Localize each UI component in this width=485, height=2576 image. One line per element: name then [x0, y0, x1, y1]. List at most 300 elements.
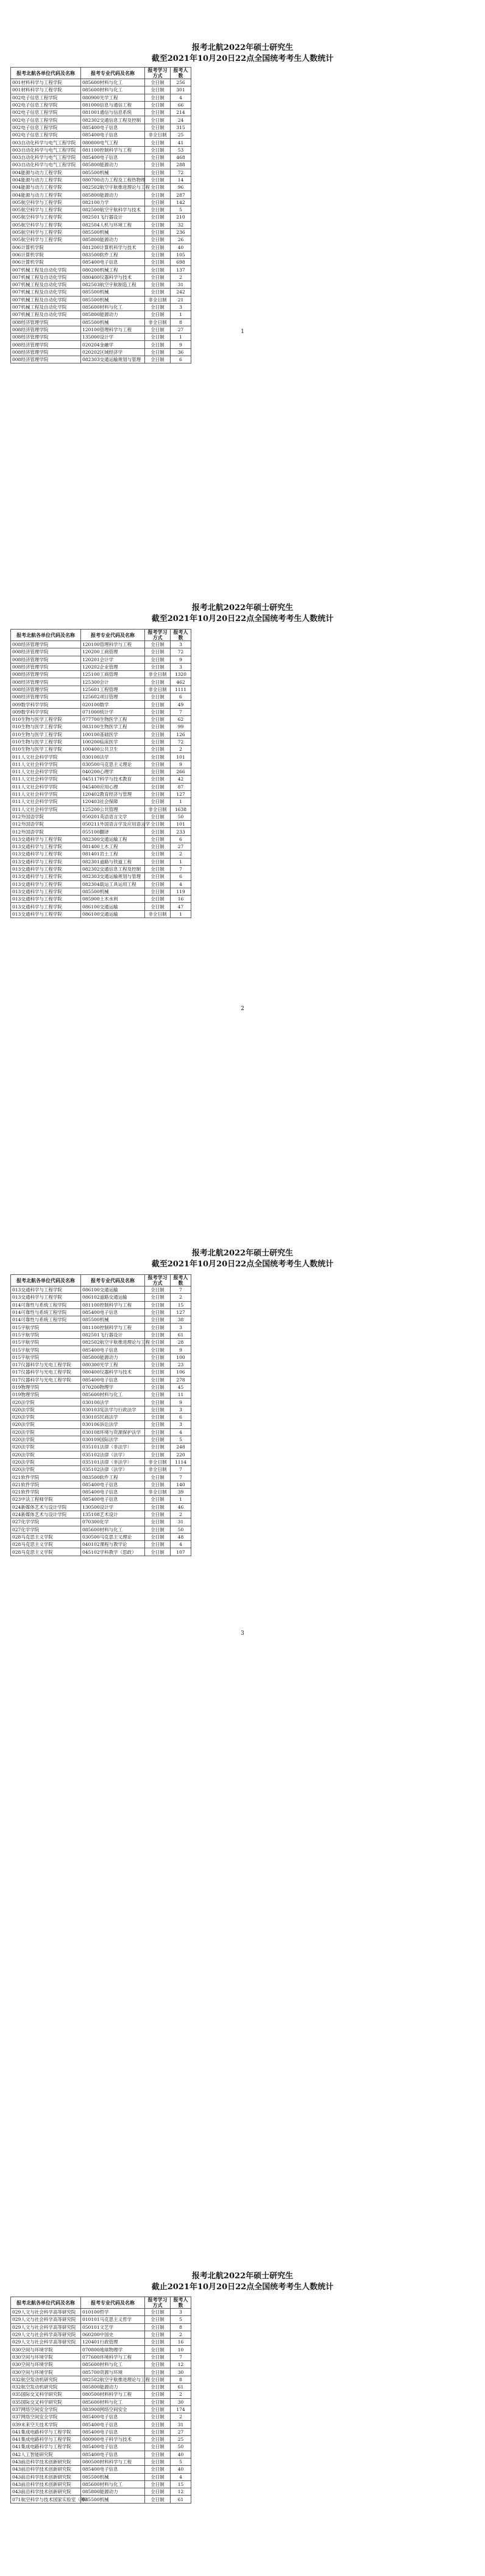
count-cell: 288	[171, 161, 191, 169]
mode-cell: 全日制	[145, 776, 171, 783]
table-row	[11, 1451, 191, 1458]
table-row	[11, 176, 191, 183]
major-cell: 030106诉讼法学	[81, 1421, 145, 1428]
table-row	[11, 1353, 191, 1361]
unit-cell: 003自动化科学与电气工程学院	[11, 161, 81, 169]
header-count: 报考人数	[171, 68, 191, 79]
table-row	[11, 1346, 191, 1353]
major-cell: 086100交通运输	[81, 1286, 145, 1294]
count-cell: 1114	[171, 1458, 191, 1465]
count-cell: 698	[171, 259, 191, 266]
unit-cell: 020法学院	[11, 1444, 81, 1451]
major-cell: 080500材料科学与工程	[81, 2458, 145, 2465]
unit-cell: 011人文社会科学学院	[11, 760, 81, 768]
major-cell: 082502航空宇航推进理论与工程	[81, 184, 145, 191]
count-cell: 40	[171, 2466, 191, 2473]
unit-cell: 029人文与社会科学高等研究院	[11, 2331, 81, 2338]
table-row	[11, 1399, 191, 1406]
mode-cell: 全日制	[145, 888, 171, 895]
major-cell: 085600材料与化工	[81, 1391, 145, 1399]
table-row	[11, 821, 191, 828]
unit-cell: 024新媒体艺术与设计学院	[11, 1503, 81, 1511]
major-cell: 030105民商法学	[81, 1414, 145, 1421]
major-cell: 135000设计学	[81, 334, 145, 341]
major-cell: 030100法学	[81, 753, 145, 760]
unit-cell: 005航空科学与工程学院	[11, 221, 81, 228]
major-cell: 085600材料与化工	[81, 2480, 145, 2488]
table-row	[11, 2368, 191, 2376]
table-row	[11, 139, 191, 146]
unit-cell: 020法学院	[11, 1414, 81, 1421]
table-row	[11, 1301, 191, 1308]
table-row	[11, 1526, 191, 1533]
mode-cell: 全日制	[145, 221, 171, 228]
mode-cell: 全日制	[145, 790, 171, 798]
unit-cell: 028马克思主义学院	[11, 1541, 81, 1548]
table-row	[11, 124, 191, 131]
major-cell: 082300交通运输工程	[81, 835, 145, 843]
unit-cell: 008经济管理学院	[11, 671, 81, 678]
mode-cell: 全日制	[145, 1511, 171, 1518]
mode-cell: 全日制	[145, 228, 171, 236]
unit-cell: 019物理学院	[11, 1383, 81, 1391]
mode-cell: 全日制	[145, 1436, 171, 1443]
header-count: 报考人数	[171, 630, 191, 641]
count-cell: 2	[171, 273, 191, 281]
table-row	[11, 1308, 191, 1316]
mode-cell: 全日制	[145, 326, 171, 333]
mode-cell: 全日制	[145, 169, 171, 176]
unit-cell: 004能源与动力工程学院	[11, 169, 81, 176]
mode-cell: 全日制	[145, 693, 171, 701]
mode-cell: 全日制	[145, 176, 171, 183]
mode-cell: 全日制	[145, 1383, 171, 1391]
count-cell: 4	[171, 94, 191, 101]
count-cell: 87	[171, 783, 191, 790]
unit-cell: 007机械工程及自动化学院	[11, 311, 81, 318]
mode-cell: 全日制	[145, 2480, 171, 2488]
major-cell: 100100基础医学	[81, 731, 145, 738]
table-row	[11, 2443, 191, 2451]
table-row	[11, 858, 191, 865]
mode-cell: 全日制	[145, 798, 171, 805]
table-row	[11, 244, 191, 251]
table-row	[11, 813, 191, 820]
count-cell: 49	[171, 701, 191, 708]
major-cell: 120100管理科学与工程	[81, 326, 145, 333]
table-row	[11, 2473, 191, 2480]
mode-cell: 全日制	[145, 251, 171, 258]
mode-cell: 全日制	[145, 738, 171, 745]
stats-table-2	[10, 629, 191, 918]
table-row	[11, 2496, 191, 2503]
header-major: 报考专业代码及名称	[81, 1275, 145, 1286]
count-cell: 14	[171, 176, 191, 183]
mode-cell: 全日制	[145, 2428, 171, 2435]
major-cell: 085400电子信息	[81, 259, 145, 266]
header-major: 报考专业代码及名称	[81, 630, 145, 641]
count-cell: 6	[171, 835, 191, 843]
unit-cell: 020法学院	[11, 1399, 81, 1406]
major-cell: 045117科学与技术教育	[81, 776, 145, 783]
mode-cell: 全日制	[145, 1414, 171, 1421]
mode-cell: 全日制	[145, 2488, 171, 2496]
count-cell: 9	[171, 1399, 191, 1406]
major-cell: 085500机械	[81, 169, 145, 176]
mode-cell: 全日制	[145, 2436, 171, 2443]
table-row	[11, 251, 191, 258]
unit-cell: 027化学学院	[11, 1518, 81, 1526]
table-row	[11, 708, 191, 715]
mode-cell: 全日制	[145, 184, 171, 191]
major-cell: 125602项目管理	[81, 693, 145, 701]
mode-cell: 全日制	[145, 109, 171, 116]
unit-cell: 024新媒体艺术与设计学院	[11, 1511, 81, 1518]
unit-cell: 013交通科学与工程学院	[11, 1294, 81, 1301]
mode-cell: 全日制	[145, 1548, 171, 1556]
mode-cell: 全日制	[145, 116, 171, 124]
unit-cell: 011人文社会科学学院	[11, 776, 81, 783]
table-row	[11, 2361, 191, 2368]
page-subtitle: 截至2021年10月20日22点全国统考考生人数统计	[151, 54, 334, 63]
table-row	[11, 753, 191, 760]
table-row	[11, 1436, 191, 1443]
unit-cell: 020法学院	[11, 1466, 81, 1473]
mode-cell: 非全日制	[145, 318, 171, 326]
count-cell: 27	[171, 2428, 191, 2435]
count-cell: 140	[171, 1481, 191, 1488]
count-cell: 11	[171, 1391, 191, 1399]
major-cell: 081100控制科学与工程	[81, 1301, 145, 1308]
table-row	[11, 880, 191, 888]
table-row	[11, 2480, 191, 2488]
count-cell: 1320	[171, 671, 191, 678]
mode-cell: 全日制	[145, 198, 171, 206]
major-cell: 035102法律（法学）	[81, 1451, 145, 1458]
count-cell: 126	[171, 731, 191, 738]
mode-cell: 全日制	[145, 1376, 171, 1383]
major-cell: 082302交通信息工程及控制	[81, 116, 145, 124]
count-cell: 142	[171, 198, 191, 206]
count-cell: 25	[171, 132, 191, 139]
unit-cell: 010生物与医学工程学院	[11, 715, 81, 723]
count-cell: 72	[171, 648, 191, 656]
mode-cell: 全日制	[145, 2466, 171, 2473]
page-subtitle: 截至2021年10月20日22点全国统考考生人数统计	[151, 614, 334, 623]
mode-cell: 全日制	[145, 161, 171, 169]
count-cell: 7	[171, 1466, 191, 1473]
major-cell: 085500机械	[81, 318, 145, 326]
unit-cell: 014可靠性与系统工程学院	[11, 1308, 81, 1316]
header-unit: 报考北航各单位代码及名称	[11, 630, 81, 641]
unit-cell: 005航空科学与工程学院	[11, 206, 81, 214]
table-row	[11, 109, 191, 116]
unit-cell: 008经济管理学院	[11, 686, 81, 693]
table-row	[11, 835, 191, 843]
mode-cell: 全日制	[145, 2391, 171, 2398]
unit-cell: 007机械工程及自动化学院	[11, 289, 81, 296]
header-count: 报考人数	[171, 2297, 191, 2309]
major-cell: 080400仪器科学与技术	[81, 1369, 145, 1376]
major-cell: 082303交通运输规划与管理	[81, 873, 145, 880]
mode-cell: 全日制	[145, 865, 171, 872]
unit-cell: 042人工智能研究院	[11, 2451, 81, 2458]
major-cell: 070200物理学	[81, 1383, 145, 1391]
table-row	[11, 1316, 191, 1324]
table-row	[11, 896, 191, 903]
table-row	[11, 1533, 191, 1540]
mode-cell: 全日制	[145, 1308, 171, 1316]
mode-cell: 全日制	[145, 2398, 171, 2406]
unit-cell: 020法学院	[11, 1436, 81, 1443]
major-cell: 077600环境科学与工程	[81, 2353, 145, 2360]
mode-cell: 全日制	[145, 708, 171, 715]
count-cell: 15	[171, 2480, 191, 2488]
count-cell: 15	[171, 1301, 191, 1308]
count-cell: 27	[171, 326, 191, 333]
page-subtitle: 截止2021年10月20日22点全国统考考生人数统计	[151, 2283, 334, 2292]
count-cell: 1111	[171, 686, 191, 693]
mode-cell: 全日制	[145, 146, 171, 153]
mode-cell: 全日制	[145, 2339, 171, 2346]
table-row	[11, 1369, 191, 1376]
unit-cell: 007机械工程及自动化学院	[11, 296, 81, 303]
major-cell: 085800能源动力	[81, 2383, 145, 2390]
mode-cell: 全日制	[145, 2368, 171, 2376]
mode-cell: 全日制	[145, 244, 171, 251]
mode-cell: 全日制	[145, 2473, 171, 2480]
count-cell: 248	[171, 1444, 191, 1451]
table-row	[11, 1496, 191, 1503]
page-subtitle: 截至2021年10月20日22点全国统考考生人数统计	[151, 1260, 334, 1269]
mode-cell: 全日制	[145, 2346, 171, 2353]
count-cell: 1	[171, 858, 191, 865]
major-cell: 030500马克思主义理论	[81, 1533, 145, 1540]
table-row	[11, 2406, 191, 2413]
table-row	[11, 191, 191, 198]
count-cell: 16	[171, 896, 191, 903]
table-row	[11, 1331, 191, 1338]
mode-cell: 全日制	[145, 266, 171, 273]
count-cell: 4	[171, 1541, 191, 1548]
count-cell: 3	[171, 1421, 191, 1428]
mode-cell: 全日制	[145, 723, 171, 731]
unit-cell: 011人文社会科学学院	[11, 805, 81, 813]
major-cell: 040102课程与教学论	[81, 1541, 145, 1548]
major-cell: 081000信息与通信工程	[81, 101, 145, 108]
table-row	[11, 101, 191, 108]
mode-cell: 全日制	[145, 1353, 171, 1361]
major-cell: 082502航空宇航推进理论与工程	[81, 1339, 145, 1346]
count-cell: 40	[171, 2451, 191, 2458]
count-cell: 4	[171, 2473, 191, 2480]
unit-cell: 008经济管理学院	[11, 326, 81, 333]
unit-cell: 010生物与医学工程学院	[11, 723, 81, 731]
mode-cell: 全日制	[145, 281, 171, 289]
mode-cell: 全日制	[145, 1286, 171, 1294]
major-cell: 085400电子信息	[81, 153, 145, 161]
major-cell: 010100哲学	[81, 2309, 145, 2316]
table-row	[11, 2391, 191, 2398]
count-cell: 41	[171, 139, 191, 146]
table-row	[11, 746, 191, 753]
unit-cell: 028马克思主义学院	[11, 1533, 81, 1540]
unit-cell: 008经济管理学院	[11, 693, 81, 701]
count-cell: 2	[171, 746, 191, 753]
unit-cell: 013交通科学与工程学院	[11, 1286, 81, 1294]
unit-cell: 008经济管理学院	[11, 348, 81, 356]
table-row	[11, 273, 191, 281]
count-cell: 50	[171, 1526, 191, 1533]
unit-cell: 004能源与动力工程学院	[11, 191, 81, 198]
count-cell: 137	[171, 266, 191, 273]
unit-cell: 041集成电路科学与工程学院	[11, 2443, 81, 2451]
count-cell: 101	[171, 753, 191, 760]
major-cell: 082503航空宇航制造工程	[81, 281, 145, 289]
mode-cell: 全日制	[145, 813, 171, 820]
mode-cell: 非全日制	[145, 1489, 171, 1496]
major-cell: 086102道路交通运输	[81, 1294, 145, 1301]
unit-cell: 029人文与社会科学高等研究院	[11, 2339, 81, 2346]
unit-cell: 019物理学院	[11, 1391, 81, 1399]
count-cell: 61	[171, 1331, 191, 1338]
table-row	[11, 146, 191, 153]
unit-cell: 071航空科学与技术国家实验室（筹）	[11, 2496, 81, 2503]
mode-cell: 全日制	[145, 1294, 171, 1301]
mode-cell: 全日制	[145, 1496, 171, 1503]
count-cell: 16	[171, 2339, 191, 2346]
major-cell: 060200中国史	[81, 2331, 145, 2338]
mode-cell: 非全日制	[145, 671, 171, 678]
table-row	[11, 2451, 191, 2458]
count-cell: 233	[171, 828, 191, 835]
unit-cell: 032航空发动机研究院	[11, 2383, 81, 2390]
unit-cell: 041集成电路科学与工程学院	[11, 2436, 81, 2443]
count-cell: 8	[171, 2376, 191, 2383]
count-cell: 107	[171, 1548, 191, 1556]
table-row	[11, 1339, 191, 1346]
count-cell: 46	[171, 1503, 191, 1511]
count-cell: 42	[171, 776, 191, 783]
table-row	[11, 1511, 191, 1518]
mode-cell: 全日制	[145, 663, 171, 670]
major-cell: 085400电子信息	[81, 2413, 145, 2421]
major-cell: 083500软件工程	[81, 251, 145, 258]
major-cell: 120200工商管理	[81, 648, 145, 656]
count-cell: 31	[171, 1518, 191, 1526]
table-row	[11, 2346, 191, 2353]
mode-cell: 全日制	[145, 873, 171, 880]
unit-cell: 037网络空间安全学院	[11, 2406, 81, 2413]
table-row	[11, 348, 191, 356]
table-row	[11, 86, 191, 94]
page-1	[0, 43, 485, 65]
table-row	[11, 132, 191, 139]
unit-cell: 013交通科学与工程学院	[11, 888, 81, 895]
table-row	[11, 2436, 191, 2443]
major-cell: 081001通信与信息系统	[81, 109, 145, 116]
table-row	[11, 2466, 191, 2473]
count-cell: 214	[171, 109, 191, 116]
count-cell: 220	[171, 1451, 191, 1458]
unit-cell: 001材料科学与工程学院	[11, 86, 81, 94]
major-cell: 085800能源动力	[81, 191, 145, 198]
count-cell: 4	[171, 1428, 191, 1436]
table-row	[11, 2398, 191, 2406]
table-row	[11, 2488, 191, 2496]
major-cell: 085400电子信息	[81, 1496, 145, 1503]
count-cell: 38	[171, 1316, 191, 1324]
unit-cell: 020法学院	[11, 1428, 81, 1436]
mode-cell: 全日制	[145, 2451, 171, 2458]
mode-cell: 全日制	[145, 303, 171, 311]
mode-cell: 非全日制	[145, 686, 171, 693]
stats-table-4	[10, 2297, 191, 2504]
mode-cell: 全日制	[145, 2458, 171, 2465]
mode-cell: 全日制	[145, 1339, 171, 1346]
unit-cell: 020法学院	[11, 1451, 81, 1458]
count-cell: 1	[171, 798, 191, 805]
unit-cell: 004能源与动力工程学院	[11, 184, 81, 191]
major-cell: 081400土木工程	[81, 843, 145, 851]
unit-cell: 006计算机学院	[11, 244, 81, 251]
unit-cell: 002电子信息工程学院	[11, 109, 81, 116]
table-row	[11, 1361, 191, 1368]
header-count: 报考人数	[171, 1275, 191, 1286]
mode-cell: 全日制	[145, 828, 171, 835]
major-cell: 030103宪法学与行政法学	[81, 1406, 145, 1413]
mode-cell: 全日制	[145, 1316, 171, 1324]
mode-cell: 全日制	[145, 2413, 171, 2421]
mode-cell: 非全日制	[145, 1466, 171, 1473]
count-cell: 2	[171, 851, 191, 858]
table-row	[11, 2323, 191, 2331]
table-row	[11, 198, 191, 206]
mode-cell: 全日制	[145, 206, 171, 214]
major-cell: 120402教育经济与管理	[81, 790, 145, 798]
table-row	[11, 2428, 191, 2435]
table-row	[11, 865, 191, 872]
unit-cell: 010生物与医学工程学院	[11, 731, 81, 738]
table-row	[11, 2421, 191, 2428]
table-row	[11, 1421, 191, 1428]
major-cell: 020100数学	[81, 701, 145, 708]
table-row	[11, 693, 191, 701]
major-cell: 085800能源动力	[81, 2488, 145, 2496]
mode-cell: 全日制	[145, 701, 171, 708]
table-row	[11, 341, 191, 348]
table-row	[11, 798, 191, 805]
major-cell: 085800能源动力	[81, 311, 145, 318]
count-cell: 12	[171, 2488, 191, 2496]
major-cell: 055100翻译	[81, 828, 145, 835]
unit-cell: 021软件学院	[11, 1481, 81, 1488]
mode-cell: 全日制	[145, 1428, 171, 1436]
table-row	[11, 2353, 191, 2360]
major-cell: 085500机械	[81, 888, 145, 895]
header-major: 报考专业代码及名称	[81, 68, 145, 79]
table-row	[11, 266, 191, 273]
count-cell: 6	[171, 693, 191, 701]
count-cell: 10	[171, 2346, 191, 2353]
unit-cell: 005航空科学与工程学院	[11, 198, 81, 206]
major-cell: 100200临床医学	[81, 738, 145, 745]
unit-cell: 013交通科学与工程学院	[11, 851, 81, 858]
table-row	[11, 161, 191, 169]
count-cell: 7	[171, 1286, 191, 1294]
count-cell: 8	[171, 2323, 191, 2331]
unit-cell: 030空间与环境学院	[11, 2368, 81, 2376]
